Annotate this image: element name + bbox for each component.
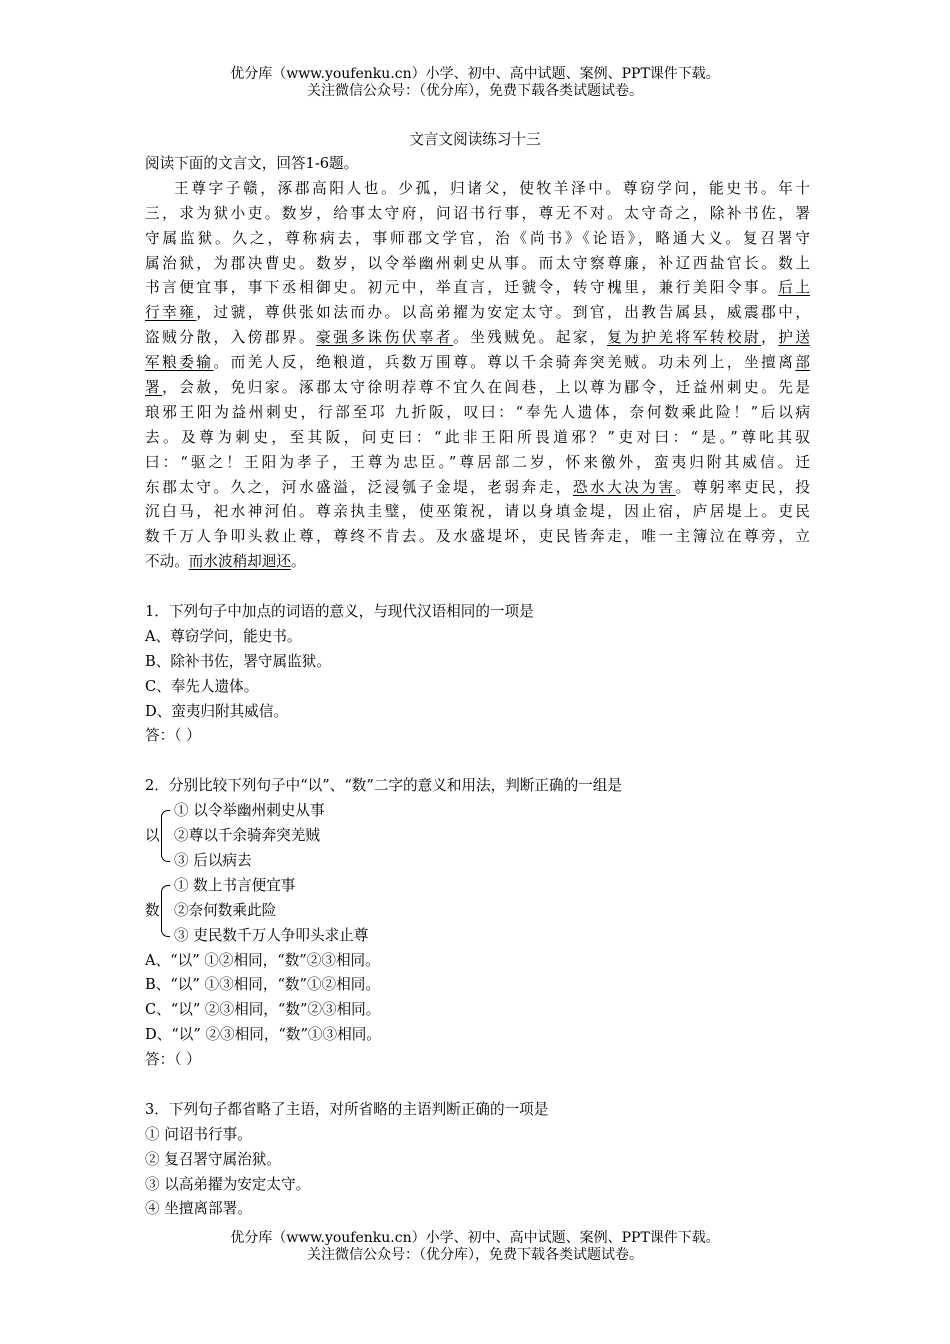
question-1 [145, 600, 810, 749]
shu-sentence [145, 899, 810, 924]
underlined-phrase: 豪强多诛伤伏辜者 [316, 329, 454, 347]
brace-top-mark [161, 810, 170, 824]
underlined-phrase: 复为护羌将军转校尉 [607, 329, 762, 347]
underlined-phrase: 恐水大决为害 [572, 478, 676, 496]
passage-line: 王尊字子赣，涿郡高阳人也。少孤，归诸父，使牧羊泽中。尊窃学问，能史书。年十 [174, 179, 810, 197]
spacer [145, 749, 810, 774]
shu-sentence [145, 874, 810, 899]
sentence-item: ④ 坐擅离部署。 [145, 1200, 252, 1218]
question-3 [145, 1098, 810, 1222]
footer-line-2: 关注微信公众号：（优分库），免费下载各类试题试卷。 [307, 1247, 643, 1263]
brace-mid-mark [161, 824, 170, 849]
passage-text: ，过虢，尊供张如法而办。以高弟擢为安定太守。到官，出教告属县，威震郡中， [196, 304, 810, 322]
passage-line: 数千万人争叩头救止尊，尊终不肯去。及水盛堤坏，吏民皆奔走，唯一主簿泣在尊旁，立 [145, 528, 810, 546]
yi-sentence [145, 799, 810, 824]
underlined-phrase: 行幸雍 [145, 304, 197, 322]
underlined-phrase: 而水波稍却迴还 [188, 553, 291, 571]
sentence-text: ③ 后以病去 [174, 851, 252, 869]
passage-line: 属治狱，为郡决曹史。数岁，以令举幽州刺史从事。而太守察尊廉，补辽西盐官长。数上 [145, 254, 810, 272]
passage-line [145, 351, 810, 376]
sentence-item: ② 复召署守属治狱。 [145, 1150, 281, 1168]
underlined-phrase: 后上 [778, 279, 810, 297]
header-line-2: 关注微信公众号：（优分库），免费下载各类试题试卷。 [307, 83, 643, 99]
brace-mid-mark [161, 899, 170, 924]
option-c: C、“以” ②③相同，“数”②③相同。 [145, 1001, 381, 1019]
passage-line [145, 326, 810, 351]
yi-brace-group [145, 799, 810, 874]
passage-line [145, 476, 810, 501]
passage-text: 。尊躬率吏民，投 [675, 478, 810, 496]
page-header [0, 66, 950, 100]
question-2 [145, 774, 810, 1073]
underlined-phrase: 署 [145, 379, 163, 397]
option-d: D、“以” ②③相同，“数”①③相同。 [145, 1026, 381, 1044]
option-c: C、奉先人遗体。 [145, 677, 259, 695]
instruction: 阅读下面的文言文，回答1-6题。 [145, 155, 359, 172]
brace-char-label: 数 [145, 901, 160, 919]
passage-line: 琅邪王阳为益州刺史，行部至邛 九折阪，叹曰：“奉先人遗体，奈何数乘此险！”后以病 [145, 403, 810, 421]
brace-bottom-mark [161, 924, 170, 937]
sentence-text: ① 以令举幽州刺史从事 [174, 802, 325, 820]
passage-text: 盗贼分散，入傍郡界。 [145, 329, 317, 347]
passage-line: 去。及尊为刺史，至其阪，问吏曰：“此非王阳所畏道邪？”吏对曰：“是。”尊叱其驭 [145, 428, 810, 446]
passage-line [145, 376, 810, 401]
passage-line [145, 276, 810, 301]
footer-line-1: 优分库（www.youfenku.cn）小学、初中、高中试题、案例、PPT课件下载。 [230, 1230, 720, 1246]
option-a: A、“以” ①②相同，“数”②③相同。 [145, 951, 380, 969]
shu-sentence [145, 924, 810, 949]
sentence-text: ① 数上书言便宜事 [174, 876, 296, 894]
passage-line: 曰：“驱之！王阳为孝子，王尊为忠臣。”尊居部二岁，怀来徼外，蛮夷归附其威信。迁 [145, 453, 810, 471]
sentence-text: ②尊以千余骑奔突羌贼 [174, 827, 320, 845]
answer-blank: 答：（ ） [145, 727, 201, 745]
passage-text: 。坐残贼免。起家， [453, 329, 608, 347]
yi-sentence [145, 824, 810, 849]
underlined-phrase: 军粮委输 [145, 354, 214, 372]
spacer [145, 575, 810, 600]
sentence-item: ① 问诏书行事。 [145, 1125, 252, 1143]
yi-sentence [145, 849, 810, 874]
option-b: B、除补书佐，署守属监狱。 [145, 652, 331, 670]
passage-text: ，会赦，免归家。涿郡太守徐明荐尊不宜久在闾巷，上以尊为郿令，迁益州刺史。先是 [162, 379, 810, 397]
option-a: A、尊窃学问，能史书。 [145, 627, 302, 645]
passage-line [145, 301, 810, 326]
passage-line: 三，求为狱小吏。数岁，给事太守府，问诏书行事，尊无不对。太守奇之，除补书佐，署 [145, 204, 810, 222]
document-title: 文言文阅读练习十三 [409, 131, 541, 148]
passage [145, 177, 810, 575]
passage-text: 。 [290, 553, 306, 571]
sentence-text: ②奈何数乘此险 [174, 901, 277, 919]
sentence-text: ③ 吏民数千万人争叩头求止尊 [174, 926, 369, 944]
passage-text: ， [761, 329, 779, 347]
question-stem: 2．分别比较下列句子中“以”、“数”二字的意义和用法，判断正确的一组是 [145, 777, 622, 795]
passage-text: 不动。 [145, 553, 189, 571]
question-stem: 3．下列句子都省略了主语，对所省略的主语判断正确的一项是 [145, 1100, 549, 1118]
passage-text: 东郡太守。久之，河水盛溢，泛浸瓠子金堤，老弱奔走， [145, 478, 573, 496]
brace-char-label: 以 [145, 827, 160, 845]
passage-text: 。而羌人反，绝粮道，兵数万围尊。尊以千余骑奔突羌贼。功未列上，坐擅离 [213, 354, 796, 372]
shu-brace-group [145, 874, 810, 949]
answer-blank: 答：（ ） [145, 1051, 201, 1069]
brace-bottom-mark [161, 849, 170, 862]
passage-line: 守属监狱。久之，尊称病去，事师郡文学官，治《尚书》《论语》，略通大义。复召署守 [145, 229, 810, 247]
header-line-1: 优分库（www.youfenku.cn）小学、初中、高中试题、案例、PPT课件下载。 [230, 66, 720, 82]
spacer [145, 1073, 810, 1098]
underlined-phrase: 部 [795, 354, 810, 372]
option-b: B、“以” ①③相同，“数”①②相同。 [145, 976, 380, 994]
option-d: D、蛮夷归附其威信。 [145, 702, 289, 720]
brace-top-mark [161, 885, 170, 899]
passage-line [145, 550, 810, 575]
sentence-item: ③ 以高弟擢为安定太守。 [145, 1175, 311, 1193]
underlined-phrase: 护送 [778, 329, 810, 347]
passage-text: 书言便宜事，事下丞相御史。初元中，举直言，迁虢令，转守槐里，兼行美阳令事。 [145, 279, 779, 297]
question-stem: 1．下列句子中加点的词语的意义，与现代汉语相同的一项是 [145, 603, 534, 621]
page-footer [0, 1230, 950, 1264]
passage-line: 沉白马，祀水神河伯。尊亲执圭璧，使巫策祝，请以身填金堤，因止宿，庐居堤上。吏民 [145, 503, 810, 521]
document-body [145, 152, 810, 1222]
